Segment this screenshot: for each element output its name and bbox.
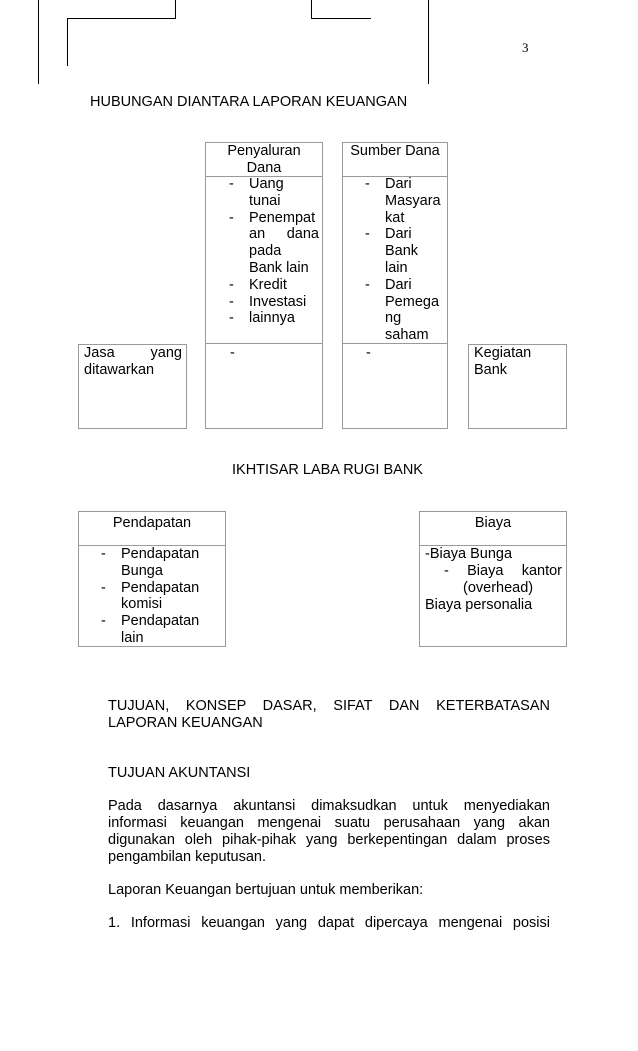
frame-line-inner-left xyxy=(67,18,68,66)
sumber-bottom-divider xyxy=(342,343,448,344)
penyaluran-item-investasi: Investasi xyxy=(249,293,307,310)
penyaluran-item-uang: Uang xyxy=(249,176,284,192)
biaya-line4: Biaya personalia xyxy=(425,597,533,613)
frame-line-top-right xyxy=(311,18,371,19)
frame-line-left xyxy=(38,0,39,84)
sumber-item-kat: kat xyxy=(385,209,405,226)
penyaluran-dana-list: - Uang tunai - Penempat an dana pada Bank lain - Kredit - Investasi - lainnya xyxy=(229,176,319,327)
biaya-header: Biaya xyxy=(474,515,512,531)
penyaluran-bottom-divider xyxy=(205,343,323,344)
penyaluran-item-lainnya: lainnya xyxy=(249,310,295,327)
pendapatan-item-1b: Bunga xyxy=(121,562,163,579)
sumber-item-lain: lain xyxy=(385,259,408,276)
penyaluran-item-pada: pada xyxy=(249,243,282,260)
pendapatan-item-1: Pendapatan xyxy=(121,546,200,562)
pendapatan-list: - Pendapatan Bunga - Pendapatan komisi - Pendapatan lain xyxy=(99,546,223,647)
heading-tujuan-akuntansi: TUJUAN AKUNTANSI xyxy=(108,765,251,781)
paragraph-akuntansi-line1: Pada dasarnya akuntansi dimaksudkan untuk menyediakan xyxy=(108,798,550,814)
biaya-line3: (overhead) xyxy=(463,580,534,596)
list-item-1: 1. Informasi keuangan yang dapat dipercaya mengenai posisi xyxy=(108,915,550,931)
paragraph-akuntansi-line2: informasi keuangan mengenai suatu perusahaan yang akan xyxy=(108,815,550,831)
pendapatan-item-2b: komisi xyxy=(121,596,163,613)
biaya-line1: -Biaya Bunga xyxy=(425,546,513,562)
sumber-item-saham: saham xyxy=(385,327,429,344)
paragraph-akuntansi-line3: digunakan oleh pihak-pihak yang berkepentingan dalam proses xyxy=(108,832,550,848)
paragraph-akuntansi-line4: pengambilan keputusan. xyxy=(108,849,267,865)
heading-tujuan-konsep-line1: TUJUAN, KONSEP DASAR, SIFAT DAN KETERBATASAN xyxy=(108,698,550,714)
sumber-item-dari-2: Dari xyxy=(385,226,412,243)
sumber-bottom-dash: - xyxy=(366,345,371,361)
paragraph-laporan-keuangan: Laporan Keuangan bertujuan untuk memberikan: xyxy=(108,882,424,898)
heading-tujuan-konsep-line2: LAPORAN KEUANGAN xyxy=(108,715,263,731)
frame-tick-2 xyxy=(311,0,312,19)
sumber-item-dari-3: Dari xyxy=(385,276,412,293)
pendapatan-item-2: Pendapatan xyxy=(121,579,200,596)
sumber-item-ng: ng xyxy=(385,310,402,327)
biaya-line2: - Biaya kantor xyxy=(444,563,562,579)
penyaluran-item-an-dana: an dana xyxy=(249,226,319,243)
section-title-ikhtisar: IKHTISAR LABA RUGI BANK xyxy=(232,462,423,478)
pendapatan-header: Pendapatan xyxy=(112,515,192,531)
sumber-dana-list: - Dari Masyara kat - Dari Bank lain - Dari Pemega ng saham xyxy=(363,176,445,344)
kegiatan-line2: Bank xyxy=(474,362,508,378)
sumber-item-dari-1: Dari xyxy=(385,176,412,192)
page-number: 3 xyxy=(522,40,529,55)
sumber-item-pemega: Pemega xyxy=(385,293,440,310)
penyaluran-item-bank-lain: Bank lain xyxy=(249,259,309,276)
sumber-dana-header: Sumber Dana xyxy=(350,143,440,159)
jasa-line1: Jasa yang xyxy=(84,345,182,361)
pendapatan-item-3: Pendapatan xyxy=(121,613,200,630)
penyaluran-bottom-dash: - xyxy=(230,345,235,361)
penyaluran-item-penempat: Penempat xyxy=(249,209,316,226)
frame-line-top-left xyxy=(67,18,175,19)
sumber-item-bank: Bank xyxy=(385,243,419,260)
frame-tick-1 xyxy=(175,0,176,19)
penyaluran-item-tunai: tunai xyxy=(249,192,281,209)
sumber-item-masyara: Masyara xyxy=(385,192,441,209)
section-title-hubungan: HUBUNGAN DIANTARA LAPORAN KEUANGAN xyxy=(90,94,408,110)
kegiatan-line1: Kegiatan xyxy=(474,345,532,361)
paragraph-akuntansi xyxy=(108,798,550,866)
pendapatan-item-3b: lain xyxy=(121,629,144,646)
jasa-line2: ditawarkan xyxy=(84,362,155,378)
penyaluran-item-kredit: Kredit xyxy=(249,276,287,293)
frame-line-right xyxy=(428,0,429,84)
penyaluran-dana-header: Penyaluran Dana xyxy=(227,143,301,176)
